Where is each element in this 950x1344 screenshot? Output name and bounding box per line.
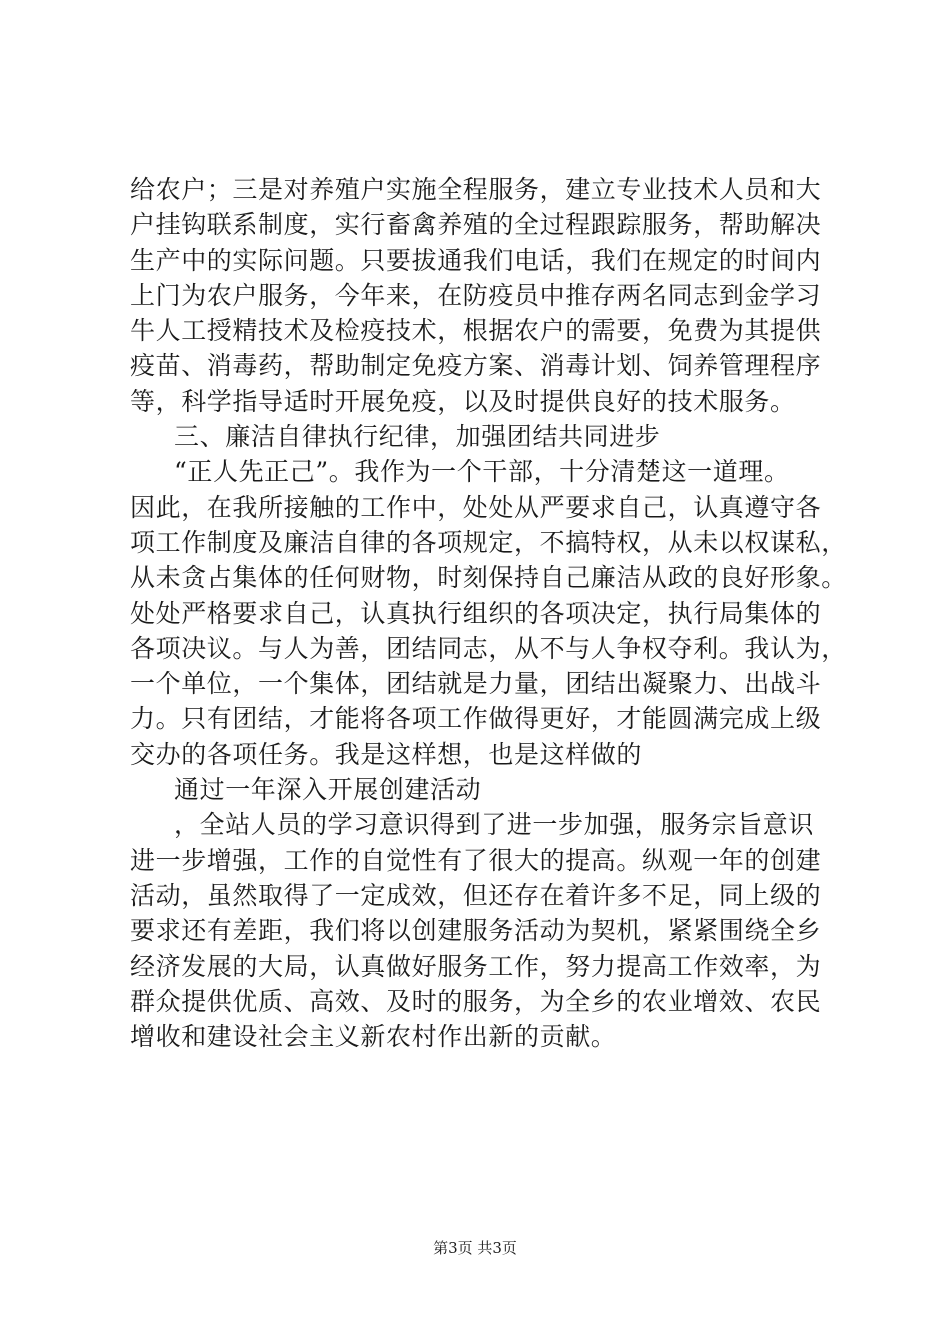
text-line: 因此，在我所接触的工作中，处处从严要求自己，认真遵守各 <box>130 492 822 522</box>
text-line: 生产中的实际问题。只要拔通我们电话，我们在规定的时间内 <box>130 245 822 275</box>
text-line: 力。只有团结，才能将各项工作做得更好，才能圆满完成上级 <box>130 704 822 734</box>
text-line: 上门为农户服务，今年来，在防疫员中推存两名同志到金学习 <box>130 280 822 310</box>
text-line: 进一步增强，工作的自觉性有了很大的提高。纵观一年的创建 <box>130 845 822 875</box>
text-line: 群众提供优质、高效、及时的服务，为全乡的农业增效、农民 <box>130 986 822 1016</box>
text-line: 一个单位，一个集体，团结就是力量，团结出凝聚力、出战斗 <box>130 669 822 699</box>
text-line: 交办的各项任务。我是这样想，也是这样做的 <box>130 739 643 769</box>
text-line: 各项决议。与人为善，团结同志，从不与人争权夺利。我认为， <box>130 633 847 663</box>
text-line: 给农户；三是对养殖户实施全程服务，建立专业技术人员和大 <box>130 175 822 204</box>
text-line: 增收和建设社会主义新农村作出新的贡献。 <box>130 1022 617 1052</box>
text-line: 处处严格要求自己，认真执行组织的各项决定，执行局集体的 <box>130 598 822 628</box>
page-number-footer: 第3页 共3页 <box>433 1239 517 1257</box>
text-line: ，全站人员的学习意识得到了进一步加强，服务宗旨意识 <box>174 810 815 840</box>
text-line: 从未贪占集体的任何财物，时刻保持自己廉洁从政的良好形象。 <box>130 563 847 593</box>
section-heading: 三、廉洁自律执行纪律，加强团结共同进步 <box>174 422 661 452</box>
text-line: 通过一年深入开展创建活动 <box>174 775 482 805</box>
text-line: 经济发展的大局，认真做好服务工作，努力提高工作效率，为 <box>130 951 822 981</box>
text-line: 户挂钩联系制度，实行畜禽养殖的全过程跟踪服务，帮助解决 <box>130 210 822 240</box>
text-line: 牛人工授精技术及检疫技术，根据农户的需要，免费为其提供 <box>130 316 822 346</box>
text-line: “正人先正己”。我作为一个干部，十分清楚这一道理。 <box>174 457 790 487</box>
text-line: 疫苗、消毒药，帮助制定免疫方案、消毒计划、饲养管理程序 <box>130 351 822 381</box>
text-line: 活动，虽然取得了一定成效，但还存在着许多不足，同上级的 <box>130 880 822 910</box>
text-line: 项工作制度及廉洁自律的各项规定，不搞特权，从未以权谋私， <box>130 527 847 557</box>
text-line: 等，科学指导适时开展免疫，以及时提供良好的技术服务。 <box>130 386 796 416</box>
document-body <box>130 172 847 1054</box>
text-line: 要求还有差距，我们将以创建服务活动为契机，紧紧围绕全乡 <box>130 916 822 946</box>
